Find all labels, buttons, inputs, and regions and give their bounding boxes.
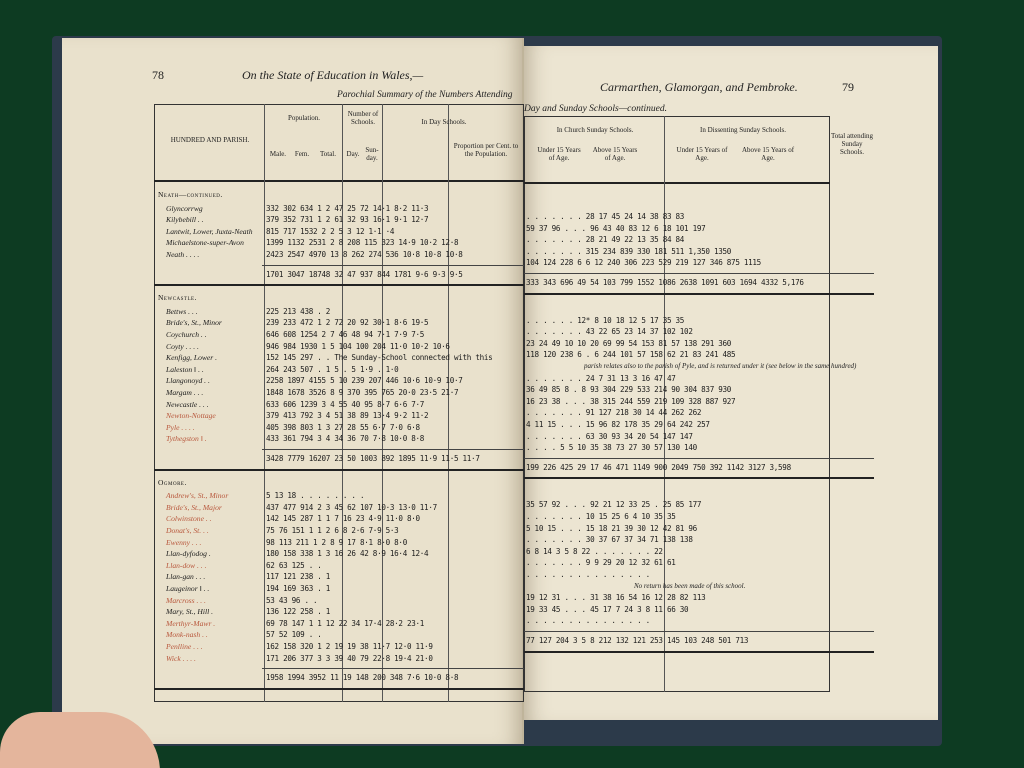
parish-name: Ewenny . . . <box>166 537 202 547</box>
section-heading: Newcastle. <box>158 293 197 303</box>
parish-name: Pyle . . . . <box>166 422 195 432</box>
parish-name: Newton-Nottage <box>166 411 216 421</box>
section-total: 77 127 204 3 5 8 212 132 121 253 145 103 248 501 713 <box>526 636 749 645</box>
sunday-row-values: . . . . . . . 91 127 218 30 14 44 262 262 <box>526 408 702 418</box>
parish-name: Laleston ‖ . . <box>166 364 204 374</box>
section-rule <box>154 469 524 471</box>
col-under15-church: Under 15 Years of Age. <box>537 146 581 162</box>
sunday-row-values: . . . . . . . 24 7 31 13 3 16 47 47 <box>526 373 676 383</box>
left-table-title: Parochial Summary of the Numbers Attending <box>337 90 513 100</box>
section-heading: Ogmore. <box>158 477 187 487</box>
section-total: 1958 1994 3952 11 19 148 200 348 7·6 10·0 8·8 <box>266 673 459 683</box>
parish-values: 225 213 438 . 2 <box>266 306 331 316</box>
parish-name: Tythegston ‖ . <box>166 434 207 444</box>
right-table-title: Day and Sunday Schools—continued. <box>524 104 668 114</box>
sunday-row-values: 4 11 15 . . . 15 96 82 178 35 29 64 242 257 <box>526 420 710 429</box>
parish-values: 69 78 147 1 1 12 22 34 17·4 28·2 23·1 <box>266 618 425 628</box>
table-note: No return has been made of this school. <box>634 581 746 590</box>
col-above15-dissent: Above 15 Years of Age. <box>741 146 795 162</box>
header-rule <box>154 180 524 182</box>
section-rule <box>154 284 524 286</box>
section-rule <box>524 477 874 479</box>
parish-values: 1848 1678 3526 8 9 370 395 765 20·0 23·5 21·7 <box>266 388 459 397</box>
parish-name: Bride's, St., Minor <box>166 318 222 328</box>
sunday-row-values: . . . . 5 5 10 35 38 73 27 30 57 130 140 <box>526 443 697 453</box>
parish-values: 815 717 1532 2 2 5 3 12 1·1 ·4 <box>266 226 395 236</box>
col-male: Male. <box>269 150 287 158</box>
parish-name: Coyty . . . . <box>166 341 199 351</box>
col-total: Total. <box>319 150 337 158</box>
left-page <box>62 38 524 744</box>
col-hundred: HUNDRED AND PARISH. <box>170 136 250 144</box>
col-proportion: Proportion per Cent. to the Population. <box>453 142 519 158</box>
col-total-attending: Total attending Sunday Schools. <box>830 132 874 156</box>
col-num-schools: Number of Schools. <box>347 110 379 126</box>
total-rule <box>262 449 524 450</box>
parish-name: Bettws . . . <box>166 306 198 316</box>
section-total: 333 343 696 49 54 103 799 1552 1086 2638 1091 603 1694 4332 5,176 <box>526 278 804 287</box>
parish-values: 264 243 507 . 1 5 . 5 1·9 . 1·0 <box>266 364 399 374</box>
parish-name: Mary, St., Hill . <box>166 607 214 617</box>
col-day: Day. <box>346 150 360 158</box>
parish-name: Llangonoyd . . <box>166 376 210 386</box>
sunday-row-values: 16 23 38 . . . 38 315 244 559 219 109 328 887 927 <box>526 396 736 406</box>
total-rule <box>262 265 524 266</box>
sunday-row-values: 104 124 228 6 6 12 240 306 223 529 219 127 346 875 1115 <box>526 258 761 268</box>
parish-name: Bride's, St., Major <box>166 502 222 512</box>
parish-name: Michaelstone-super-Avon <box>166 238 244 248</box>
parish-name: Laugeinor ‖ . . <box>166 584 210 593</box>
left-page-number: 78 <box>152 68 164 82</box>
right-page <box>524 46 938 720</box>
sunday-row-values: . . . . . . . 43 22 65 23 14 37 102 102 <box>526 327 693 337</box>
sunday-row-values: . . . . . . . 30 37 67 37 34 71 138 138 <box>526 535 693 545</box>
parish-name: Llan-dyfodog . <box>166 549 211 559</box>
parish-name: Andrew's, St., Minor <box>166 491 229 501</box>
parish-values: 171 206 377 3 3 39 40 79 22·8 19·4 21·0 <box>266 653 433 663</box>
parish-name: Glyncorrwg <box>166 203 203 213</box>
parish-values: 433 361 794 3 4 34 36 70 7·8 10·0 8·8 <box>266 434 425 444</box>
col-under15-dissent: Under 15 Years of Age. <box>676 146 728 162</box>
section-total: 3428 7779 16207 23 50 1003 892 1895 11·9 11·5 11·7 <box>266 454 480 463</box>
table-note: parish relates also to the parish of Pyle, and is returned under it (see below in the same hundred) <box>584 362 857 370</box>
sunday-row-values: . . . . . . . 28 21 49 22 13 35 84 84 <box>526 235 685 245</box>
parish-name: Merthyr-Mawr . <box>166 618 216 628</box>
parish-name: Penlline . . . <box>166 642 203 651</box>
col-dissenting: In Dissenting Sunday Schools. <box>700 126 786 134</box>
parish-name: Lantwit, Lower, Juxta-Neath <box>166 226 253 236</box>
parish-values: 136 122 258 . 1 <box>266 607 331 617</box>
parish-values: 162 158 320 1 2 19 19 38 11·7 12·0 11·9 <box>266 642 433 651</box>
sunday-row-values: . . . . . . . 63 30 93 34 20 54 147 147 <box>526 431 693 441</box>
sunday-row-values: . . . . . . 12* 8 10 18 12 5 17 35 35 <box>526 315 685 325</box>
sunday-row-values: . . . . . . . 28 17 45 24 14 38 83 83 <box>526 212 685 221</box>
parish-values: 98 113 211 1 2 8 9 17 8·1 8·0 8·0 <box>266 537 407 547</box>
parish-name: Donat's, St. . . <box>166 526 209 535</box>
parish-name: Newcastle . . . <box>166 399 209 409</box>
parish-values: 152 145 297 . . The Sunday-School connected with this <box>266 353 493 363</box>
parish-values: 2258 1897 4155 5 10 239 207 446 10·6 10·9 10·7 <box>266 376 463 386</box>
sunday-row-values: 5 10 15 . . . 15 18 21 39 30 12 42 81 96 <box>526 523 697 533</box>
parish-values: 379 352 731 1 2 61 32 93 16·1 9·1 12·7 <box>266 215 429 225</box>
col-above15-church: Above 15 Years of Age. <box>592 146 638 162</box>
section-total: 1701 3047 18748 32 47 937 844 1781 9·6 9·3 9·5 <box>266 269 463 279</box>
parish-values: 332 302 634 1 2 47 25 72 14·1 8·2 11·3 <box>266 203 429 213</box>
parish-values: 53 43 96 . . <box>266 595 318 605</box>
parish-name: Wick . . . . <box>166 653 196 663</box>
total-rule <box>262 668 524 669</box>
sunday-row-values: . . . . . . . . . . . . . . . <box>526 570 650 579</box>
sunday-row-values: . . . . . . . 9 9 29 20 12 32 61 61 <box>526 558 676 568</box>
parish-name: Neath . . . . <box>166 250 200 259</box>
parish-name: Margam . . . <box>166 388 204 397</box>
parish-values: 633 606 1239 3 4 55 40 95 8·7 6·6 7·7 <box>266 399 425 409</box>
parish-values: 117 121 238 . 1 <box>266 572 331 582</box>
right-header-rule <box>524 182 830 184</box>
sunday-row-values: . . . . . . . . . . . . . . . <box>526 616 650 626</box>
sunday-row-values: . . . . . . . 315 234 839 330 181 511 1,350 1350 <box>526 246 732 256</box>
sunday-row-values: 36 49 85 8 . 8 93 304 229 533 214 90 304 837 930 <box>526 385 732 395</box>
sunday-row-values: 118 120 238 6 . 6 244 101 57 158 62 21 83 241 485 <box>526 350 736 360</box>
section-total: 199 226 425 29 17 46 471 1149 900 2049 750 392 1142 3127 3,598 <box>526 462 791 472</box>
col-fem: Fem. <box>294 150 310 158</box>
parish-name: Llan-dow . . . <box>166 560 207 570</box>
parish-values: 57 52 109 . . <box>266 630 322 640</box>
col-population: Population. <box>287 114 321 122</box>
parish-values: 437 477 914 2 3 45 62 107 10·3 13·0 11·7 <box>266 502 437 512</box>
col-divider <box>264 104 265 702</box>
parish-name: Kilybebill . . <box>166 215 204 225</box>
sunday-row-values: 23 24 49 10 10 20 69 99 54 153 81 57 138 291 360 <box>526 338 732 348</box>
sunday-row-values: 19 33 45 . . . 45 17 7 24 3 8 11 66 30 <box>526 604 689 614</box>
sunday-row-values: 59 37 96 . . . 96 43 40 83 12 6 18 101 197 <box>526 223 706 233</box>
parish-name: Kenfigg, Lower . <box>166 353 218 363</box>
parish-values: 946 984 1930 1 5 104 100 204 11·0 10·2 10·6 <box>266 341 450 351</box>
sunday-row-values: 35 57 92 . . . 92 21 12 33 25 . 25 85 177 <box>526 500 702 510</box>
parish-values: 2423 2547 4970 13 8 262 274 536 10·8 10·8 10·8 <box>266 250 463 259</box>
parish-values: 62 63 125 . . <box>266 560 322 570</box>
col-sunday: Sun-day. <box>365 146 379 162</box>
parish-values: 75 76 151 1 1 2 6 8 2·6 7·9 5·3 <box>266 526 399 535</box>
parish-name: Marcross . . . <box>166 595 206 605</box>
parish-name: Llan-gan . . . <box>166 572 206 582</box>
sunday-row-values: 6 8 14 3 5 8 22 . . . . . . . 22 <box>526 546 663 556</box>
right-running-head: Carmarthen, Glamorgan, and Pembroke. <box>600 80 798 94</box>
parish-values: 5 13 18 . . . . . . . . <box>266 491 365 501</box>
sunday-row-values: 19 12 31 . . . 31 38 16 54 16 12 28 82 113 <box>526 593 706 603</box>
parish-name: Coychurch . . <box>166 330 207 339</box>
parish-values: 1399 1132 2531 2 8 208 115 323 14·9 10·2 12·8 <box>266 238 459 248</box>
total-rule <box>524 631 874 632</box>
parish-values: 405 398 803 1 3 27 28 55 6·7 7·0 6·8 <box>266 422 420 432</box>
left-running-head: On the State of Education in Wales,— <box>242 68 424 82</box>
col-divider <box>448 104 449 702</box>
sunday-row-values: . . . . . . . 10 15 25 6 4 10 35 35 <box>526 512 676 521</box>
total-rule <box>524 273 874 274</box>
parish-values: 379 413 792 3 4 51 38 89 13·4 9·2 11·2 <box>266 411 429 421</box>
parish-values: 194 169 363 . 1 <box>266 584 331 593</box>
parish-name: Colwinstone . . <box>166 514 212 524</box>
right-page-number: 79 <box>842 80 854 94</box>
parish-values: 239 233 472 1 2 72 20 92 30·1 8·6 19·5 <box>266 318 429 328</box>
section-rule <box>524 651 874 653</box>
section-rule <box>524 293 874 295</box>
section-rule <box>154 688 524 690</box>
section-heading: Neath—continued. <box>158 190 223 199</box>
parish-name: Monk-nash . . <box>166 630 208 640</box>
total-rule <box>524 458 874 459</box>
parish-values: 142 145 287 1 1 7 16 23 4·9 11·0 8·0 <box>266 514 420 524</box>
parish-values: 646 608 1254 2 7 46 48 94 7·1 7·9 7·5 <box>266 330 425 339</box>
col-day-schools: In Day Schools. <box>421 118 467 126</box>
parish-values: 180 158 338 1 3 16 26 42 8·9 16·4 12·4 <box>266 549 429 559</box>
col-church: In Church Sunday Schools. <box>556 126 634 134</box>
